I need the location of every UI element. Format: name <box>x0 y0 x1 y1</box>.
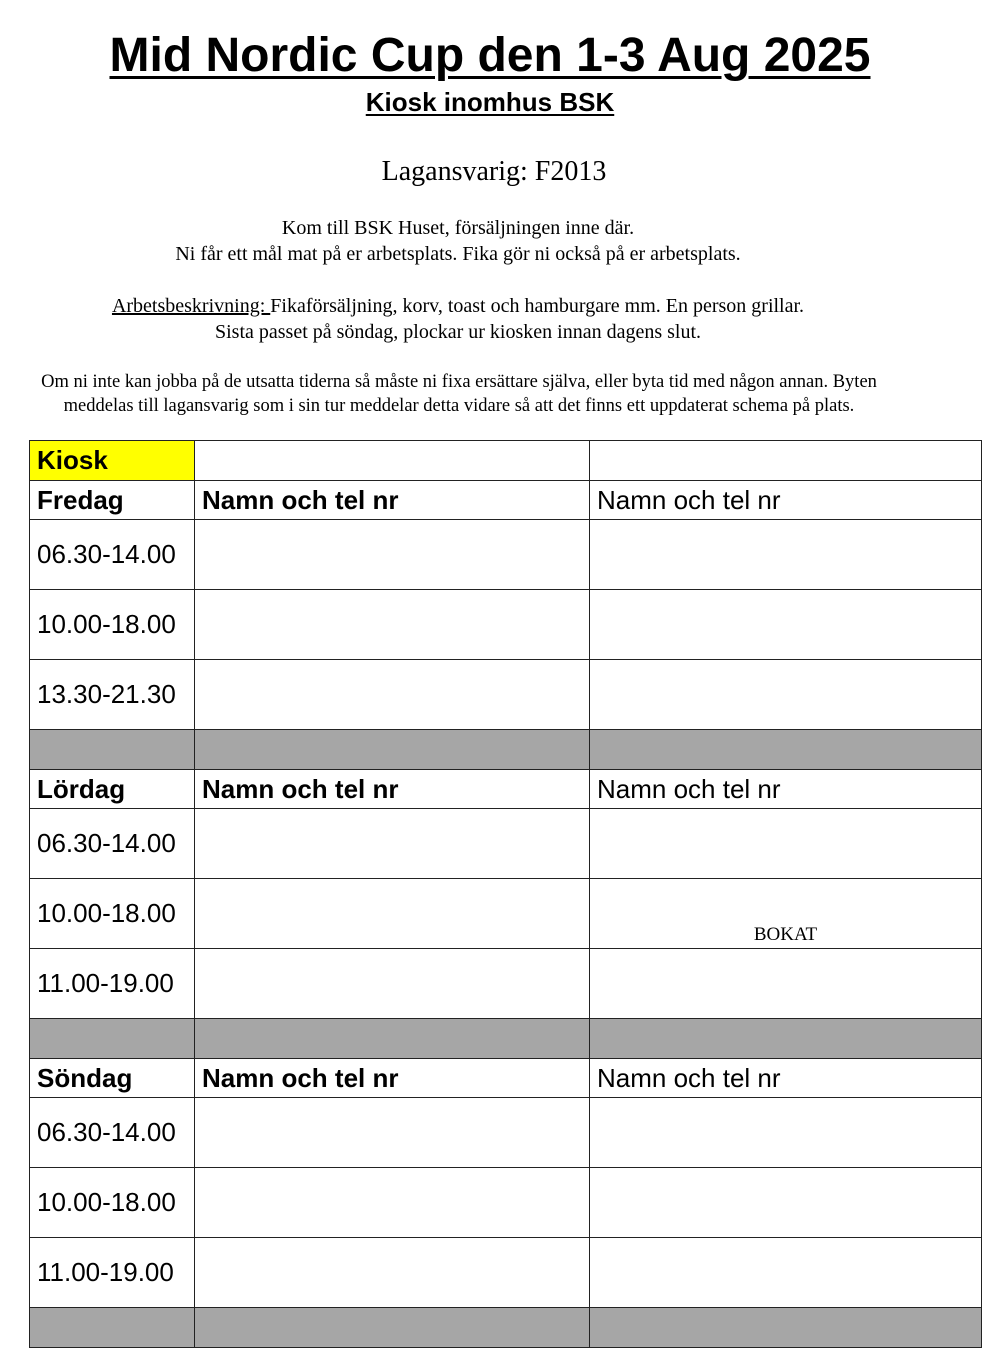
page-subtitle: Kiosk inomhus BSK <box>365 87 615 117</box>
time-slot-row <box>30 1098 982 1168</box>
time-slot-label: 10.00-18.00 <box>37 1187 176 1217</box>
column-header-name-2: Namn och tel nr <box>590 1059 982 1098</box>
work-description-label: Arbetsbeskrivning: <box>111 295 271 317</box>
page-title: Mid Nordic Cup den 1-3 Aug 2025 <box>109 29 871 82</box>
column-header-name-2: Namn och tel nr <box>590 481 982 520</box>
name-phone-cell-2[interactable] <box>590 590 982 660</box>
section-label: Kiosk <box>30 441 195 481</box>
separator-cell <box>30 1308 195 1348</box>
name-phone-cell-2[interactable] <box>590 660 982 730</box>
info-line-2: Ni får ett mål mat på er arbetsplats. Fika gör ni också på er arbetsplats. <box>175 243 741 265</box>
work-description-text: Fikaförsäljning, korv, toast och hamburgare mm. En person grillar. <box>270 295 805 317</box>
separator-cell <box>30 1019 195 1059</box>
separator-cell <box>30 730 195 770</box>
separator-cell <box>195 1308 590 1348</box>
time-slot-row <box>30 1238 982 1308</box>
name-phone-cell-1[interactable] <box>195 660 590 730</box>
time-slot-label: 11.00-19.00 <box>37 968 174 998</box>
name-phone-cell-2[interactable] <box>590 809 982 879</box>
work-description <box>0 294 916 318</box>
time-slot-cell <box>30 949 195 1019</box>
separator-cell <box>590 1019 982 1059</box>
time-slot-label: 06.30-14.00 <box>37 1117 176 1147</box>
info-line-1: Kom till BSK Huset, försäljningen inne där. <box>281 217 635 239</box>
day-header-row <box>30 1059 982 1098</box>
schedule-table <box>29 440 982 1348</box>
name-phone-cell-2[interactable] <box>590 1238 982 1308</box>
separator-row <box>30 1308 982 1348</box>
time-slot-row <box>30 590 982 660</box>
time-slot-label: 11.00-19.00 <box>37 1257 174 1287</box>
name-phone-cell-1[interactable] <box>195 879 590 949</box>
time-slot-label: 10.00-18.00 <box>37 898 176 928</box>
time-slot-cell <box>30 660 195 730</box>
column-header-name-1: Namn och tel nr <box>195 1059 590 1098</box>
time-slot-row <box>30 949 982 1019</box>
name-phone-cell-1[interactable] <box>195 1168 590 1238</box>
name-phone-cell-2[interactable] <box>590 879 982 949</box>
responsible-team: Lagansvarig: F2013 <box>381 156 607 187</box>
time-slot-row <box>30 809 982 879</box>
separator-row <box>30 730 982 770</box>
empty-cell[interactable] <box>590 441 982 481</box>
time-slot-cell <box>30 520 195 590</box>
section-header-row <box>30 441 982 481</box>
name-phone-cell-2[interactable] <box>590 949 982 1019</box>
separator-cell <box>195 730 590 770</box>
time-slot-label: 13.30-21.30 <box>37 679 176 709</box>
time-slot-cell <box>30 879 195 949</box>
name-phone-cell-2[interactable] <box>590 1098 982 1168</box>
booked-label: BOKAT <box>753 924 818 945</box>
day-label: Fredag <box>30 481 195 520</box>
time-slot-row <box>30 1168 982 1238</box>
time-slot-label: 06.30-14.00 <box>37 539 176 569</box>
separator-row <box>30 1019 982 1059</box>
name-phone-cell-1[interactable] <box>195 809 590 879</box>
separator-cell <box>590 730 982 770</box>
column-header-name-1: Namn och tel nr <box>195 770 590 809</box>
column-header-name-2: Namn och tel nr <box>590 770 982 809</box>
name-phone-cell-1[interactable] <box>195 949 590 1019</box>
empty-cell[interactable] <box>195 441 590 481</box>
time-slot-cell <box>30 1098 195 1168</box>
time-slot-row <box>30 520 982 590</box>
name-phone-cell-1[interactable] <box>195 1098 590 1168</box>
column-header-name-1: Namn och tel nr <box>195 481 590 520</box>
time-slot-row <box>30 879 982 949</box>
time-slot-cell <box>30 1238 195 1308</box>
separator-cell <box>195 1019 590 1059</box>
name-phone-cell-2[interactable] <box>590 520 982 590</box>
time-slot-label: 10.00-18.00 <box>37 609 176 639</box>
time-slot-cell <box>30 809 195 879</box>
work-description-line-2: Sista passet på söndag, plockar ur kiosken innan dagens slut. <box>214 321 702 343</box>
time-slot-cell <box>30 1168 195 1238</box>
day-label: Lördag <box>30 770 195 809</box>
day-label: Söndag <box>30 1059 195 1098</box>
separator-cell <box>590 1308 982 1348</box>
day-header-row <box>30 481 982 520</box>
day-header-row <box>30 770 982 809</box>
time-slot-cell <box>30 590 195 660</box>
time-slot-label: 06.30-14.00 <box>37 828 176 858</box>
name-phone-cell-1[interactable] <box>195 520 590 590</box>
notice-line-2: meddelas till lagansvarig som i sin tur meddelar detta vidare så att det finns ett uppdaterat schema på plats. <box>63 396 855 416</box>
time-slot-row <box>30 660 982 730</box>
name-phone-cell-1[interactable] <box>195 590 590 660</box>
name-phone-cell-2[interactable] <box>590 1168 982 1238</box>
notice-line-1: Om ni inte kan jobba på de utsatta tiderna så måste ni fixa ersättare själva, eller byta tid med någon annan. Byten <box>41 372 877 392</box>
name-phone-cell-1[interactable] <box>195 1238 590 1308</box>
